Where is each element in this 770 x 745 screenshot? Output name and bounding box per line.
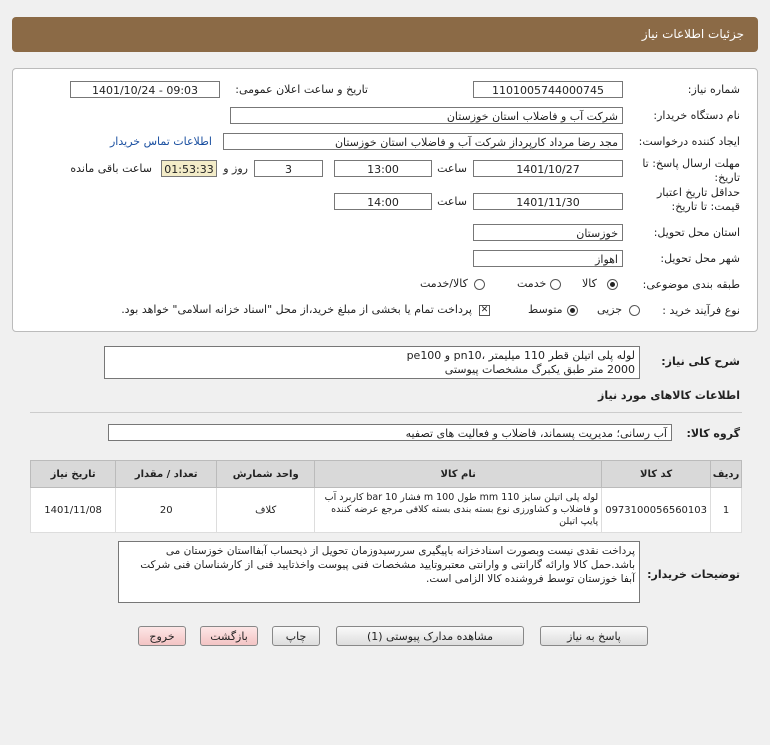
attachments-button[interactable]: مشاهده مدارک پیوستی (1): [336, 626, 524, 646]
row-code: 0973100056560103: [602, 488, 711, 533]
page-title: جزئیات اطلاعات نیاز: [641, 27, 744, 41]
summary-line-2: 2000 متر طبق یکبرگ مشخصات پیوستی: [444, 363, 635, 376]
row-date: 1401/11/08: [31, 488, 116, 533]
back-button[interactable]: بازگشت: [200, 626, 258, 646]
city-field: اهواز: [473, 250, 623, 267]
purchase-minor-label: جزیی: [597, 303, 623, 316]
col-qty: تعداد / مقدار: [116, 461, 217, 488]
goods-group-field: آب رسانی؛ مدیریت پسماند، فاضلاب و فعالیت های تصفیه: [108, 424, 672, 441]
print-button[interactable]: چاپ: [272, 626, 320, 646]
buyer-notes-box: پرداخت نقدی نیست وبصورت اسنادخزانه باپیگیری سررسیدوزمان تحویل از ذیحساب آبفااستان خوزستان می باشد.حمل کالا وارائه گارانتی و وارانتی معتبروتایید مشخصات فنی پیوست واخذتایید فنی از کارشناسان فنی شرکت آبفا خوزستان توسط فروشنده کالا الزامی است.: [118, 541, 640, 603]
creator-field: مجد رضا مرداد کارپرداز شرکت آب و فاضلاب استان خوزستان: [223, 133, 623, 150]
validity-time-field: 14:00: [334, 193, 432, 210]
summary-label: شرح کلی نیاز:: [661, 355, 740, 368]
category-goods-radio[interactable]: [607, 279, 618, 290]
days-label: روز و: [223, 162, 248, 175]
category-service-radio[interactable]: [550, 279, 561, 290]
buyer-notes-label: توضیحات خریدار:: [647, 568, 740, 581]
summary-box: [104, 346, 640, 379]
deadline-label: مهلت ارسال پاسخ: تا تاریخ:: [642, 157, 740, 184]
need-number-label: شماره نیاز:: [687, 83, 740, 96]
need-number-field: 1101005744000745: [473, 81, 623, 98]
category-service-label: خدمت: [517, 277, 547, 290]
page-header: [12, 17, 758, 52]
remaining-label: ساعت باقی مانده: [70, 162, 152, 175]
category-goods-service-radio[interactable]: [474, 279, 485, 290]
announce-label: تاریخ و ساعت اعلان عمومی:: [235, 83, 368, 96]
days-field: 3: [254, 160, 323, 177]
row-qty: 20: [116, 488, 217, 533]
province-label: استان محل تحویل:: [653, 226, 740, 239]
city-label: شهر محل تحویل:: [660, 252, 740, 265]
deadline-time-field: 13:00: [334, 160, 432, 177]
province-field: خوزستان: [473, 224, 623, 241]
treasury-payment-checkbox[interactable]: ✕: [480, 305, 489, 315]
creator-label: ایجاد کننده درخواست:: [638, 135, 740, 148]
goods-table: [30, 460, 742, 533]
deadline-date-field: 1401/10/27: [473, 160, 623, 177]
category-goods-service-label: کالا/خدمت: [420, 277, 468, 290]
col-unit: واحد شمارش: [217, 461, 315, 488]
col-index: ردیف: [711, 461, 742, 488]
purchase-medium-radio[interactable]: [567, 305, 578, 316]
treasury-payment-note: پرداخت تمام یا بخشی از مبلغ خرید،از محل "اسناد خزانه اسلامی" خواهد بود.: [121, 303, 472, 316]
buyer-org-label: نام دستگاه خریدار:: [653, 109, 740, 122]
validity-date-field: 1401/11/30: [473, 193, 623, 210]
goods-group-label: گروه کالا:: [686, 427, 740, 440]
row-name: لوله پلی اتیلن سایز 110 mm طول 100 m فشار 10 bar کاربرد آب و فاضلاب و کشاورزی نوع بسته بندی بسته کلافی مرجع عرضه کننده پایپ اتیلن: [315, 488, 602, 533]
validity-label: حداقل تاریخ اعتبار قیمت: تا تاریخ:: [656, 186, 740, 213]
row-index: 1: [711, 488, 742, 533]
col-date: تاریخ نیاز: [31, 461, 116, 488]
buyer-contact-link[interactable]: اطلاعات تماس خریدار: [110, 135, 212, 148]
col-code: کد کالا: [602, 461, 711, 488]
remaining-time-field: 01:53:33: [161, 160, 217, 177]
reply-button[interactable]: پاسخ به نیاز: [540, 626, 648, 646]
buyer-org-field: شرکت آب و فاضلاب استان خوزستان: [230, 107, 623, 124]
goods-table-header: [31, 461, 742, 488]
purchase-type-label: نوع فرآیند خرید :: [662, 304, 740, 317]
category-goods-label: کالا: [582, 277, 597, 290]
deadline-time-label: ساعت: [437, 162, 467, 175]
category-label: طبقه بندی موضوعی:: [642, 278, 740, 291]
table-row: [31, 488, 742, 533]
announce-field: 1401/10/24 - 09:03: [70, 81, 220, 98]
section-divider: [30, 412, 742, 413]
validity-time-label: ساعت: [437, 195, 467, 208]
summary-line-1: لوله پلی اتیلن قطر 110 میلیمتر ،pn10 و pe100: [406, 349, 635, 362]
purchase-minor-radio[interactable]: [629, 305, 640, 316]
goods-section-title: اطلاعات کالاهای مورد نیاز: [598, 389, 740, 402]
row-unit: کلاف: [217, 488, 315, 533]
purchase-medium-label: متوسط: [528, 303, 563, 316]
col-name: نام کالا: [315, 461, 602, 488]
exit-button[interactable]: خروج: [138, 626, 186, 646]
